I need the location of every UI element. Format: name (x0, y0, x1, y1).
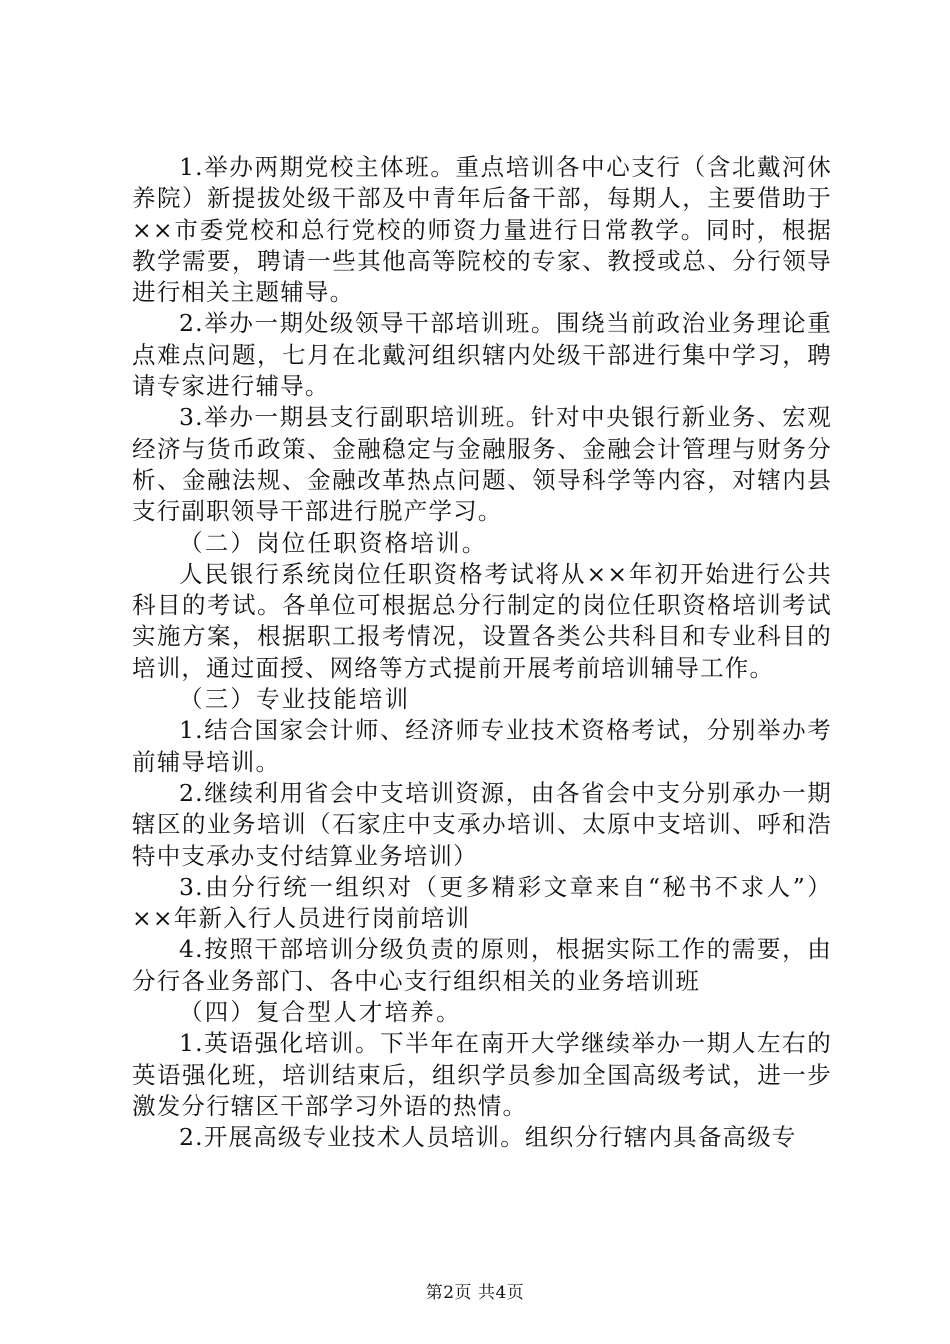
paragraph-division-leader-class: 2.举办一期处级领导干部培训班。围绕当前政治业务理论重点难点问题，七月在北戴河组织辖内处级干部进行集中学习，聘请专家进行辅导。 (132, 309, 832, 401)
document-body (132, 152, 832, 1154)
paragraph-provincial-branch-training: 2.继续利用省会中支培训资源，由各省会中支分别承办一期辖区的业务培训（石家庄中支承办培训、太原中支培训、呼和浩特中支承办支付结算业务培训） (132, 778, 832, 870)
paragraph-tiered-training: 4.按照干部培训分级负责的原则，根据实际工作的需要，由分行各业务部门、各中心支行组织相关的业务培训班 (132, 935, 832, 995)
section-heading-skills-training: （三）专业技能培训 (179, 685, 411, 714)
paragraph-accountant-exam-training: 1.结合国家会计师、经济师专业技术资格考试，分别举办考前辅导培训。 (132, 716, 832, 776)
paragraph-senior-technical-training: 2.开展高级专业技术人员培训。组织分行辖内具备高级专 (179, 1123, 797, 1152)
paragraph-qualification-exam: 人民银行系统岗位任职资格考试将从××年初开始进行公共科目的考试。各单位可根据总分行制定的岗位任职资格培训考试实施方案，根据职工报考情况，设置各类公共科目和专业科目的培训，通过面授、网络等方式提前开展考前培训辅导工作。 (132, 559, 832, 682)
section-heading-qualification-training: （二）岗位任职资格培训。 (179, 528, 488, 557)
section-heading-composite-talent: （四）复合型人才培养。 (179, 998, 462, 1027)
page-number-footer: 第2页 共4页 (425, 1283, 525, 1303)
paragraph-new-staff-training: 3.由分行统一组织对（更多精彩文章来自“秘书不求人”）××年新入行人员进行岗前培训 (132, 872, 832, 933)
paragraph-county-deputy-class: 3.举办一期县支行副职培训班。针对中央银行新业务、宏观经济与货币政策、金融稳定与金融服务、金融会计管理与财务分析、金融法规、金融改革热点问题、领导科学等内容，对辖内县支行副职领导干部进行脱产学习。 (132, 403, 832, 526)
paragraph-party-school-class: 1.举办两期党校主体班。重点培训各中心支行（含北戴河休养院）新提拔处级干部及中青年后备干部，每期人，主要借助于××市委党校和总行党校的师资力量进行日常教学。同时，根据教学需要，聘请一些其他高等院校的专家、教授或总、分行领导进行相关主题辅导。 (132, 153, 832, 307)
paragraph-english-training: 1.英语强化培训。下半年在南开大学继续举办一期人左右的英语强化班，培训结束后，组织学员参加全国高级考试，进一步激发分行辖区干部学习外语的热情。 (132, 1029, 832, 1120)
